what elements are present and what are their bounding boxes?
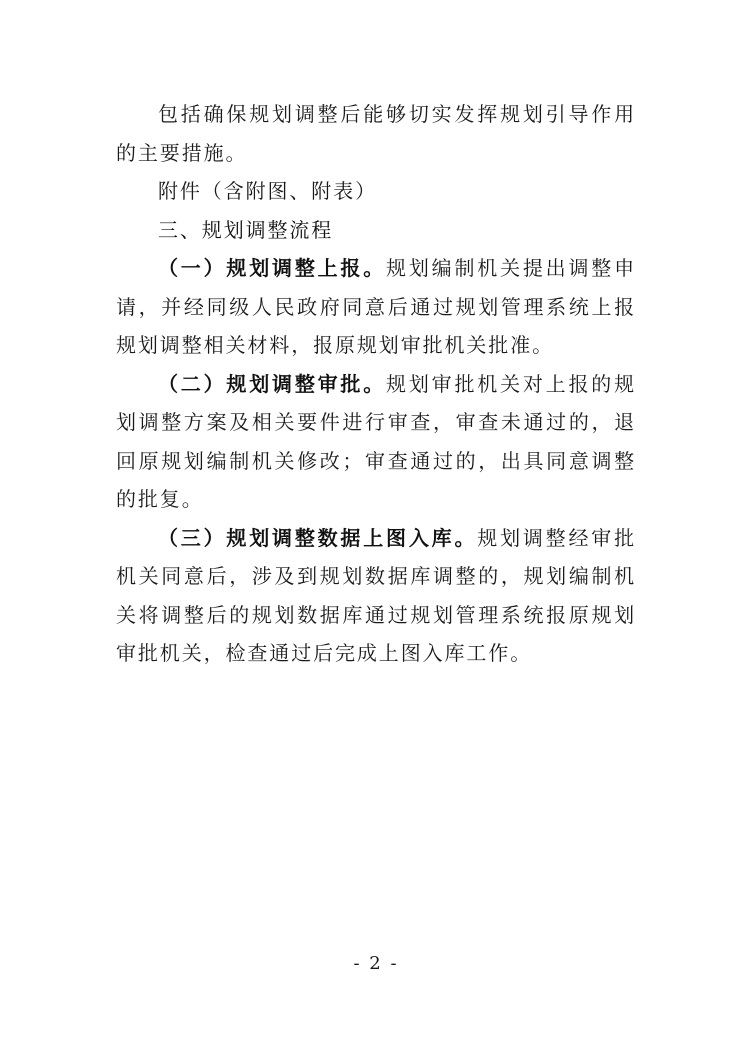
paragraph-text: 包括确保规划调整后能够切实发挥规划引导作用的主要措施。 bbox=[116, 102, 636, 165]
step-lead: （二）规划调整审批。 bbox=[158, 371, 387, 396]
step-paragraph-approval bbox=[116, 365, 636, 519]
page-number: - 2 - bbox=[353, 953, 399, 974]
step-paragraph-database bbox=[116, 519, 636, 673]
step-text: 规划审批机关对上报的规划调整方案及相关要件进行审查，审查未通过的，退回原规划编制机关修改；审查通过的，出具同意调整的批复。 bbox=[116, 371, 636, 511]
document-body bbox=[116, 95, 636, 673]
paragraph-attachments bbox=[116, 172, 636, 211]
paragraph-text: 附件（含附图、附表） bbox=[158, 179, 377, 203]
step-text: 规划调整经审批机关同意后，涉及到规划数据库调整的，规划编制机关将调整后的规划数据库通过规划管理系统报原规划审批机关，检查通过后完成上图入库工作。 bbox=[116, 525, 636, 665]
step-lead: （三）规划调整数据上图入库。 bbox=[158, 525, 478, 550]
step-paragraph-report bbox=[116, 249, 636, 365]
step-text: 规划编制机关提出调整申请，并经同级人民政府同意后通过规划管理系统上报规划调整相关材料，报原规划审批机关批准。 bbox=[116, 256, 636, 357]
section-heading: 三、规划调整流程 bbox=[158, 217, 334, 242]
paragraph-measures bbox=[116, 95, 636, 172]
step-lead: （一）规划调整上报。 bbox=[158, 256, 387, 280]
